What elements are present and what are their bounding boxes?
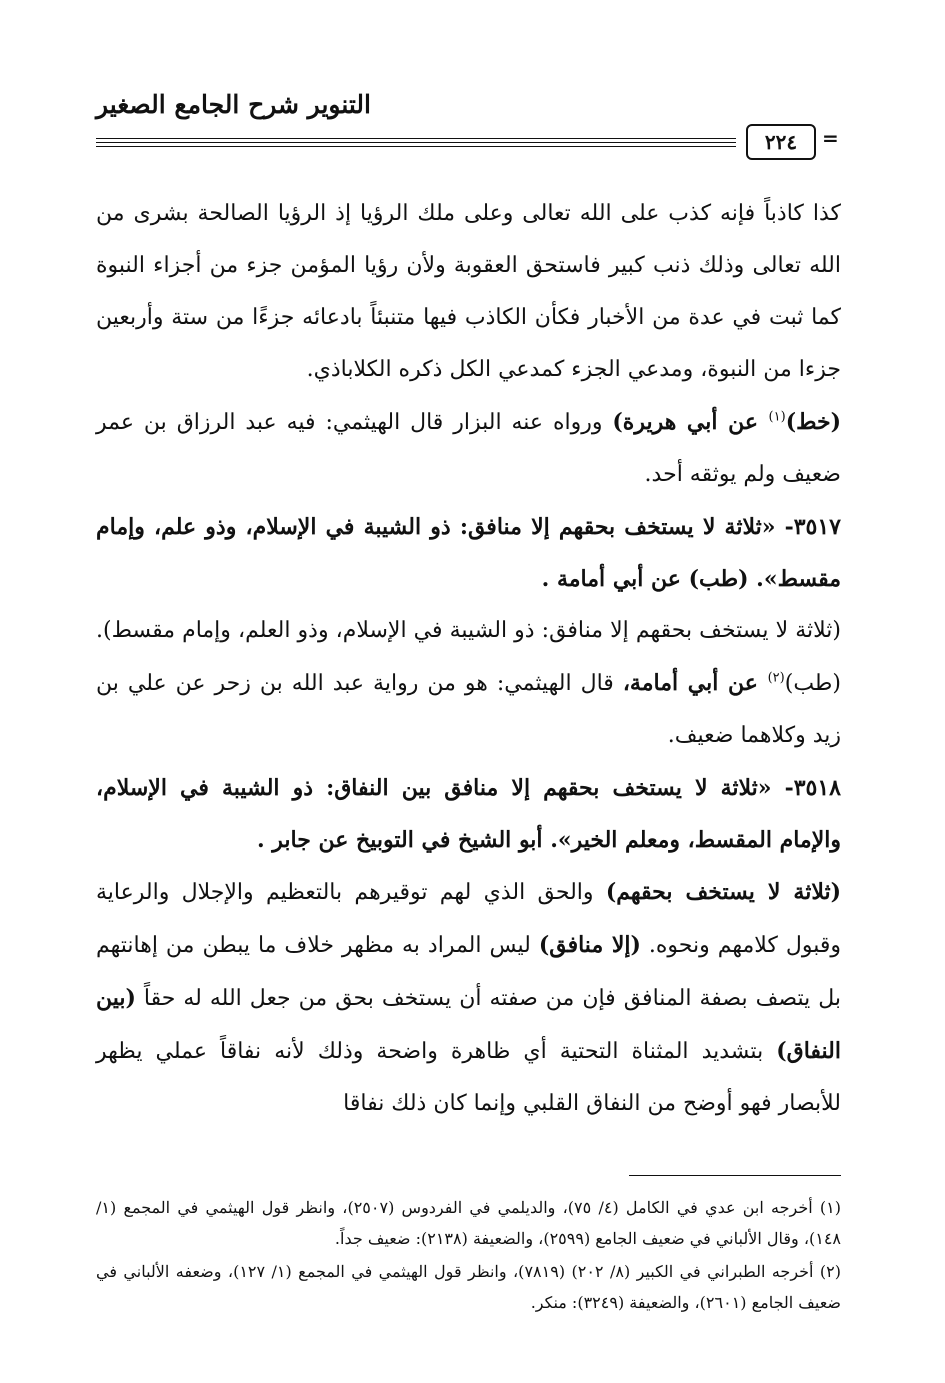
paragraph <box>96 188 841 396</box>
header-rule <box>96 146 736 147</box>
quoted-phrase: (بين النفاق) <box>96 985 841 1064</box>
source-code: (خط) <box>785 409 841 435</box>
page-number-box <box>746 124 816 160</box>
page-header <box>96 80 841 155</box>
text: ورواه عنه البزار قال الهيثمي: فيه عبد الرزاق بن عمر ضعيف ولم يوثقه أحد. <box>96 410 841 487</box>
header-rule <box>96 142 736 143</box>
hadith-text: ٣٥١٨- «ثلاثة لا يستخف بحقهم إلا منافق بين النفاق: ذو الشيبة في الإسلام، والإمام المقسط، ومعلم الخير». أبو الشيخ في التوبيخ عن جابر . <box>96 775 841 853</box>
footnote-separator <box>629 1175 841 1176</box>
text: كذا كاذباً فإنه كذب على الله تعالى وعلى ملك الرؤيا إذ الرؤيا الصالحة بشرى من الله تعالى وذلك ذنب كبير فاستحق العقوبة ولأن رؤيا المؤمن جزء من أجزاء النبوة كما ثبت في عدة من الأخبار فكأن الكاذب فيها متنبئاً بادعائه جزءًا من ستة وأربعين جزءا من النبوة، ومدعي الجزء كمدعي الكل ذكره الكلاباذي. <box>96 201 841 382</box>
paragraph <box>96 396 841 501</box>
footnote-2: (٢) أخرجه الطبراني في الكبير (٨/ ٢٠٢) (٧٨١٩)، وانظر قول الهيثمي في المجمع (١/ ١٢٧)، وضعفه الألباني في ضعيف الجامع (٢٦٠١)، والضعيفة (٣٢٤٩): منكر. <box>96 1262 841 1312</box>
hadith-3517 <box>96 501 841 605</box>
page <box>96 80 842 1312</box>
paragraph <box>96 866 841 1130</box>
main-text <box>96 188 841 1130</box>
footnote-ref: (١) <box>768 409 786 425</box>
running-title: التنوير شرح الجامع الصغير <box>96 90 371 119</box>
text: (ثلاثة لا يستخف بحقهم إلا منافق: ذو الشيبة في الإسلام، وذو العلم، وإمام مقسط). (طب) <box>96 618 842 696</box>
page-marker: = <box>822 126 839 150</box>
quoted-phrase: (إلا منافق) <box>538 932 641 958</box>
text: والحق الذي لهم توقيرهم بالتعظيم والإجلال والرعاية وقبول كلامهم ونحوه. <box>96 880 841 958</box>
page-number: ٢٢٤ <box>764 130 798 154</box>
text: ليس المراد به مظهر خلاف ما يبطن من إهانتهم بل يتصف بصفة المنافق فإن من صفته أن يستخف بحق من جعل الله له حقاً <box>96 933 841 1011</box>
quoted-phrase: (ثلاثة لا يستخف بحقهم) <box>605 879 841 905</box>
header-rule <box>96 138 736 139</box>
text: قال الهيثمي: هو من رواية عبد الله بن زحر عن علي بن زيد وكلاهما ضعيف. <box>96 671 841 748</box>
footnote-ref: (٢) <box>767 670 785 686</box>
narrator: عن أبي هريرة) <box>612 409 769 435</box>
narrator: عن أبي أمامة، <box>622 670 768 696</box>
footnotes <box>96 1192 841 1320</box>
text: بتشديد المثناة التحتية أي ظاهرة واضحة وذلك لأنه نفاقاً عملي يظهر للأبصار فهو أوضح من النفاق القلبي وإنما كان ذلك نفاقا <box>96 1039 841 1116</box>
footnote-1: (١) أخرجه ابن عدي في الكامل (٤/ ٧٥)، والديلمي في الفردوس (٢٥٠٧)، وانظر قول الهيثمي في المجمع (١/ ١٤٨)، وقال الألباني في ضعيف الجامع (٢٥٩٩)، والضعيفة (٢١٣٨): ضعيف جداً. <box>96 1198 842 1248</box>
hadith-text: ٣٥١٧- «ثلاثة لا يستخف بحقهم إلا منافق: ذو الشيبة في الإسلام، وذو علم، وإمام مقسط». (طب) عن أبي أمامة . <box>96 514 841 592</box>
paragraph <box>96 605 841 762</box>
hadith-3518 <box>96 762 841 866</box>
